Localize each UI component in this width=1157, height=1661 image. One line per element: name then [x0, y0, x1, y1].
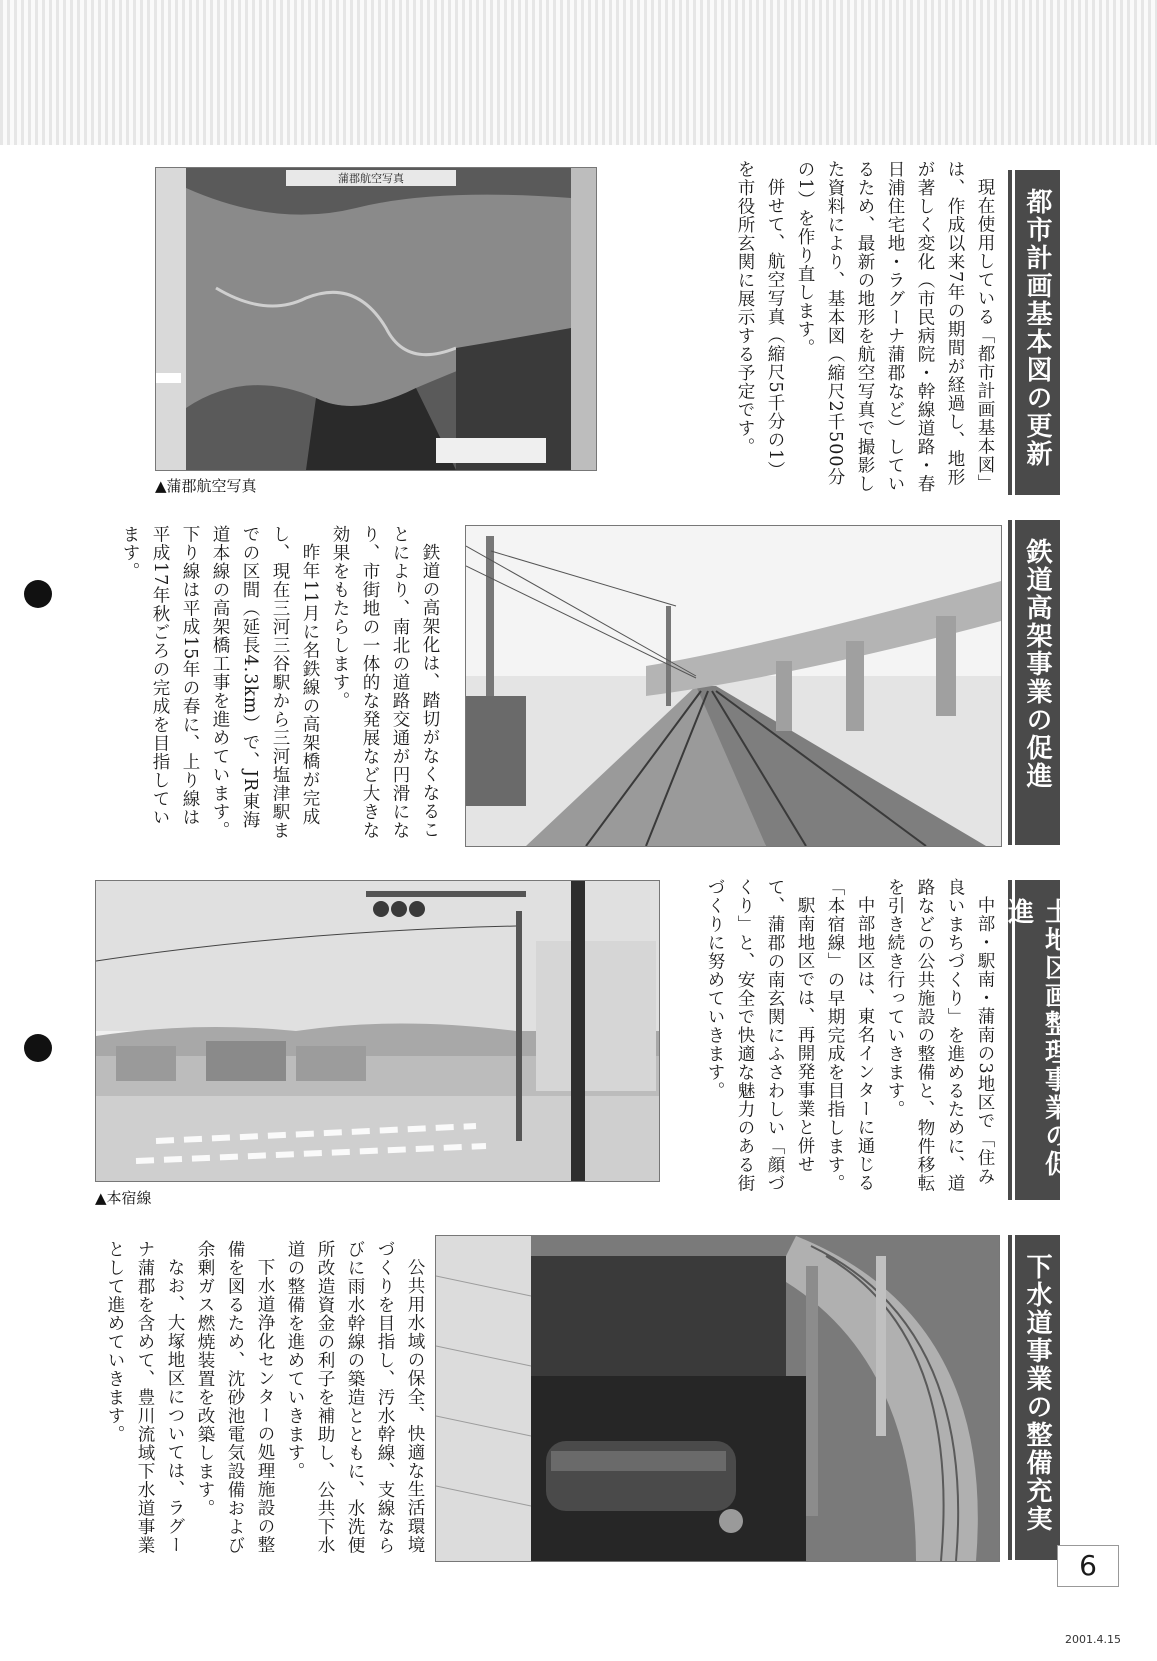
photo-caption-motojuku: ▲本宿線	[95, 1189, 152, 1207]
photo-caption-aerial: ▲蒲郡航空写真	[155, 477, 257, 495]
section-heading-land-readjustment: 土地区画整理事業の促進	[1012, 880, 1060, 1200]
section-body-land-readjustment	[685, 878, 1000, 1198]
aerial-frame-title: 蒲郡航空写真	[338, 172, 404, 185]
paragraph: 中部地区は、東名インターに通じる「本宿線」の早期完成を目指します。	[825, 878, 875, 1193]
paragraph: 現在使用している「都市計画基本図」は、作成以来7年の期間が経過し、地形が著しく変化（市民病院・幹線道路・春日浦住宅地・ラグーナ蒲郡など）しているため、最新の地形を航空写真で撮影した資料により、基本図（縮尺2千500分の1）を作り直します。	[795, 160, 995, 493]
paragraph: 駅南地区では、再開発事業と併せて、蒲郡の南玄関にふさわしい「顔づくり」と、安全で快適な魅力のある街づくりに努めていきます。	[705, 878, 815, 1193]
section-body-sewerage	[100, 1240, 430, 1560]
binder-hole-marker	[24, 1034, 52, 1062]
section-heading-city-plan-map: 都市計画基本図の更新	[1012, 170, 1060, 495]
paragraph: 鉄道の高架化は、踏切がなくなることにより、南北の道路交通が円滑になり、市街地の一体的な発展など大きな効果をもたらします。	[330, 525, 440, 840]
decorative-header-band	[0, 0, 1157, 145]
section-heading-railway-elevation: 鉄道高架事業の促進	[1012, 520, 1060, 845]
photo-motojuku-road	[95, 880, 660, 1182]
section-body-railway-elevation	[100, 525, 445, 845]
paragraph: 公共用水域の保全、快適な生活環境づくりを目指し、汚水幹線、支線ならびに雨水幹線の築造とともに、水洗便所改造資金の利子を補助し、公共下水道の整備を進めていきます。	[285, 1240, 425, 1555]
paragraph: 昨年11月に名鉄線の高架橋が完成し、現在三河三谷駅から三河塩津駅までの区間（延長4.3km）で、JR東海道本線の高架橋工事を進めています。下り線は平成15年の春に、上り線は平成17年秋ごろの完成を目指しています。	[120, 525, 320, 840]
publication-date: 2001.4.15	[1065, 1633, 1121, 1646]
photo-railway-elevated-construction	[465, 525, 1002, 847]
photo-sewer-tunnel-machine	[435, 1235, 1000, 1562]
page-number: 6	[1057, 1545, 1119, 1587]
paragraph: 併せて、航空写真（縮尺5千分の1）を市役所玄関に展示する予定です。	[735, 160, 785, 480]
paragraph: 中部・駅南・蒲南の3地区で「住み良いまちづくり」を進めるために、道路などの公共施設の整備と、物件移転を引き続き行っていきます。	[885, 878, 995, 1193]
paragraph: なお、大塚地区については、ラグーナ蒲郡を含めて、豊川流域下水道事業として進めていきます。	[105, 1240, 185, 1555]
binder-hole-marker	[24, 580, 52, 608]
section-heading-sewerage: 下水道事業の整備充実	[1012, 1235, 1060, 1560]
paragraph: 下水道浄化センターの処理施設の整備を図るため、沈砂池電気設備および余剰ガス燃焼装置を改築します。	[195, 1240, 275, 1555]
section-body-city-plan-map	[675, 160, 1000, 495]
photo-aerial-gamagori	[155, 167, 597, 471]
